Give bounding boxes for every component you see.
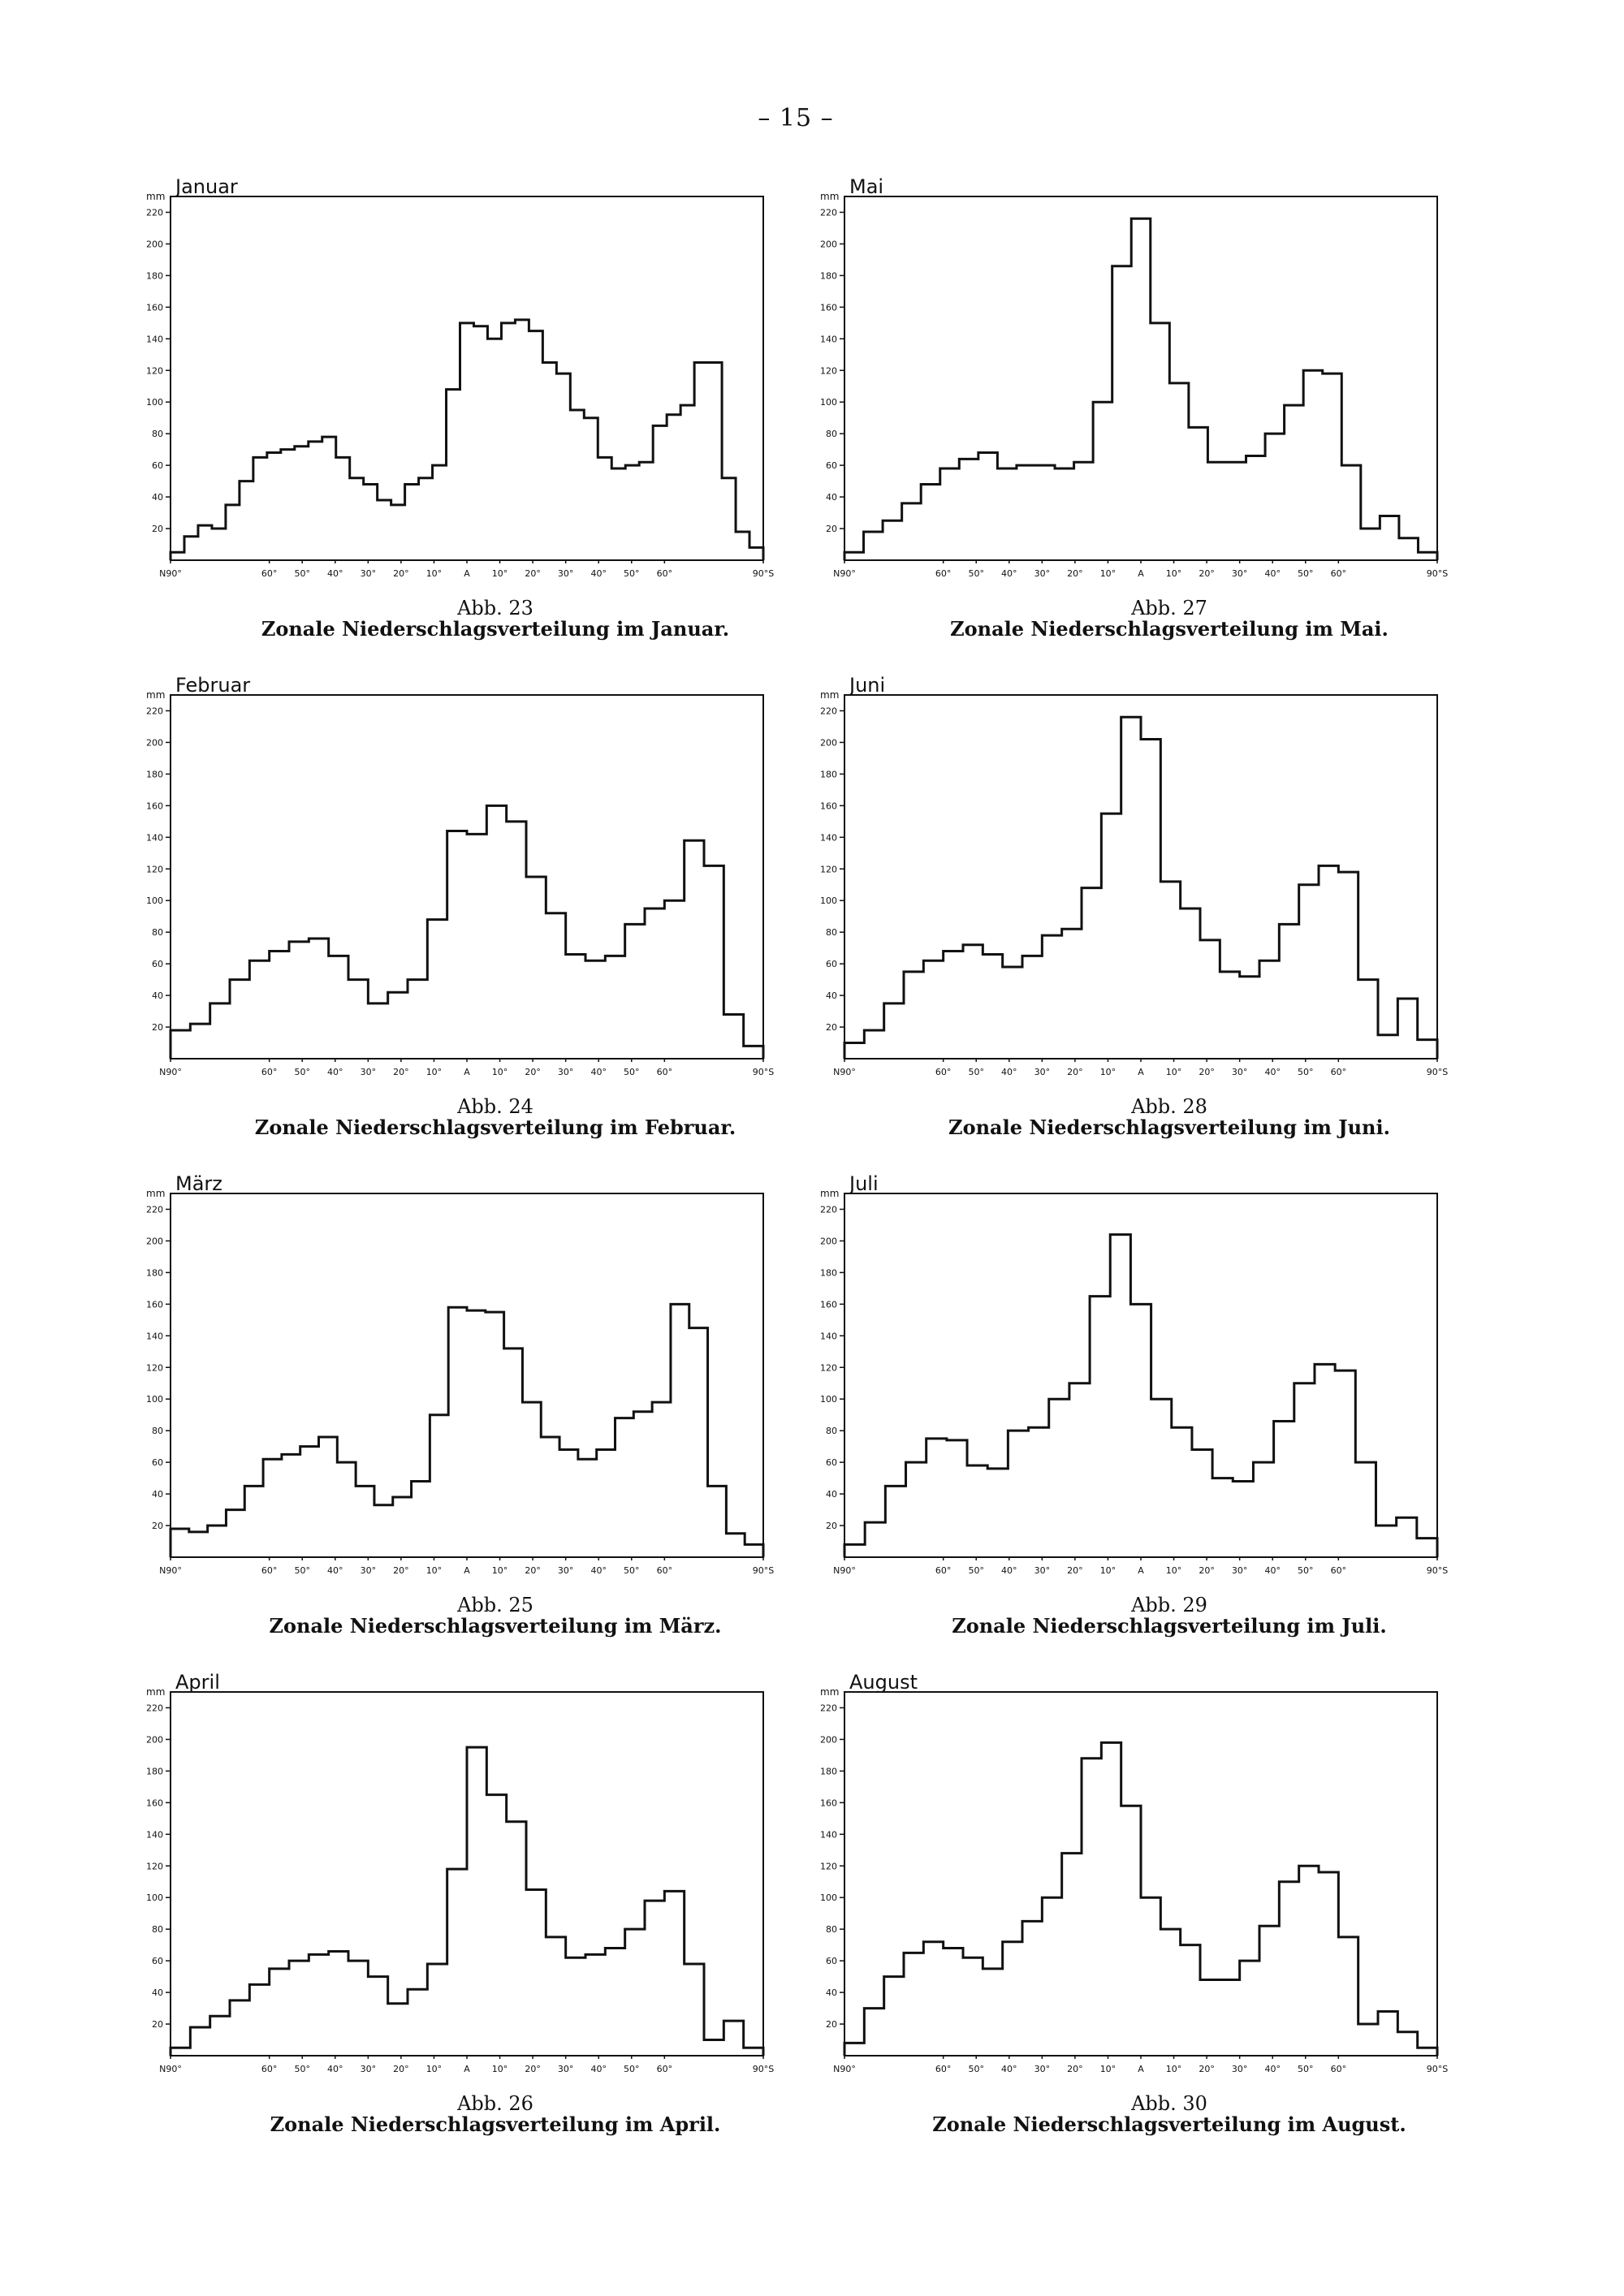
y-tick-label: 220 [146, 1204, 163, 1215]
x-tick-label: 40° [590, 2064, 607, 2074]
y-tick-label: 220 [146, 207, 163, 218]
x-tick-label: 40° [327, 1565, 343, 1576]
x-tick-label: 40° [1001, 1565, 1017, 1576]
x-tick-label: 40° [327, 1067, 343, 1077]
y-tick-label: 60 [826, 1457, 837, 1469]
x-tick-label: 60° [935, 2064, 952, 2074]
figure-number: Abb. 25 [457, 1594, 533, 1616]
figure-number: Abb. 29 [1131, 1594, 1207, 1616]
y-tick-label: 100 [146, 397, 163, 408]
x-tick-label: 90°S [1426, 2064, 1449, 2074]
y-tick-label: 80 [152, 927, 163, 939]
y-tick-label: 180 [146, 270, 163, 282]
y-tick-label: 100 [146, 1394, 163, 1405]
x-tick-label: 90°S [752, 1565, 775, 1576]
y-tick-label: 20 [152, 1022, 163, 1034]
x-tick-label: 10° [1165, 2064, 1182, 2074]
x-tick-label: 20° [1067, 568, 1083, 579]
y-tick-label: 20 [152, 524, 163, 535]
y-tick-label: 180 [146, 1766, 163, 1777]
y-tick-label: 60 [152, 1457, 163, 1469]
y-tick-label: 120 [146, 365, 163, 377]
x-tick-label: 30° [1034, 568, 1051, 579]
x-tick-label: A [464, 1565, 470, 1576]
caption-maerz [146, 1595, 844, 1637]
figure-caption: Zonale Niederschlagsverteilung im Februar. [254, 1116, 736, 1139]
x-tick-label: 10° [491, 2064, 508, 2074]
x-tick-label: 10° [491, 568, 508, 579]
y-tick-label: 220 [820, 1703, 837, 1714]
y-tick-label: 40 [152, 492, 163, 503]
x-tick-label: 90°S [1426, 1565, 1449, 1576]
caption-august [820, 2093, 1518, 2135]
y-tick-label: 200 [146, 737, 163, 749]
y-tick-label: 200 [146, 1236, 163, 1247]
x-tick-label: 60° [1330, 1565, 1347, 1576]
x-tick-label: 50° [1298, 2064, 1314, 2074]
x-tick-label: 30° [1231, 1067, 1248, 1077]
x-tick-label: N90° [159, 2064, 182, 2074]
chart-panel-maerz [146, 1174, 909, 1694]
chart-februar [146, 675, 909, 1090]
x-tick-label: A [1138, 1067, 1144, 1077]
caption-juli [820, 1595, 1518, 1637]
y-tick-label: 100 [820, 896, 837, 907]
chart-title: Mai [849, 175, 884, 198]
caption-februar [146, 1096, 844, 1138]
y-tick-label: 180 [820, 270, 837, 282]
x-tick-label: 20° [1199, 568, 1215, 579]
x-tick-label: 10° [425, 1067, 443, 1077]
x-tick-label: A [464, 568, 470, 579]
x-tick-label: 40° [1264, 2064, 1281, 2074]
x-tick-label: 20° [525, 2064, 541, 2074]
x-tick-label: A [464, 2064, 470, 2074]
plot-frame [844, 695, 1437, 1059]
y-tick-label: 140 [820, 832, 837, 844]
chart-mai [820, 177, 1583, 591]
x-tick-label: A [1138, 568, 1144, 579]
figure-caption: Zonale Niederschlagsverteilung im Juli. [952, 1614, 1387, 1638]
y-unit-label: mm [146, 689, 166, 701]
x-tick-label: 40° [1264, 568, 1281, 579]
y-tick-label: 200 [820, 239, 837, 250]
x-tick-label: A [1138, 2064, 1144, 2074]
x-tick-label: 50° [624, 1565, 640, 1576]
y-tick-label: 200 [146, 239, 163, 250]
figure-caption: Zonale Niederschlagsverteilung im März. [269, 1614, 722, 1638]
y-tick-label: 60 [152, 460, 163, 472]
x-tick-label: 10° [1099, 568, 1116, 579]
x-tick-label: 30° [1231, 2064, 1248, 2074]
x-tick-label: 90°S [752, 1067, 775, 1077]
y-tick-label: 100 [820, 1892, 837, 1904]
y-tick-label: 160 [146, 302, 163, 313]
plot-frame [171, 695, 763, 1059]
x-tick-label: 20° [1067, 2064, 1083, 2074]
x-tick-label: N90° [833, 2064, 856, 2074]
x-tick-label: 30° [360, 1565, 377, 1576]
y-tick-label: 80 [826, 429, 837, 440]
chart-title: März [175, 1172, 222, 1195]
y-tick-label: 140 [146, 1331, 163, 1342]
x-tick-label: 20° [1067, 1067, 1083, 1077]
chart-title: Januar [175, 175, 238, 198]
y-tick-label: 140 [820, 334, 837, 345]
figure-caption: Zonale Niederschlagsverteilung im Juni. [948, 1116, 1390, 1139]
x-tick-label: 10° [1099, 1067, 1116, 1077]
y-tick-label: 220 [820, 706, 837, 717]
chart-title: April [175, 1671, 220, 1694]
x-tick-label: 10° [425, 568, 443, 579]
figure-caption: Zonale Niederschlagsverteilung im August. [932, 2113, 1406, 2136]
y-tick-label: 200 [820, 737, 837, 749]
y-tick-label: 40 [826, 492, 837, 503]
x-tick-label: 60° [261, 1067, 278, 1077]
plot-frame [171, 1193, 763, 1557]
precipitation-series [844, 1235, 1437, 1557]
y-tick-label: 220 [146, 1703, 163, 1714]
caption-april [146, 2093, 844, 2135]
y-unit-label: mm [146, 191, 166, 202]
y-tick-label: 40 [826, 990, 837, 1002]
chart-panel-april [146, 1672, 909, 2192]
y-tick-label: 140 [146, 832, 163, 844]
figure-number: Abb. 23 [457, 597, 533, 619]
y-unit-label: mm [146, 1686, 166, 1698]
y-tick-label: 160 [820, 1299, 837, 1310]
x-tick-label: 40° [1264, 1565, 1281, 1576]
y-tick-label: 160 [146, 1798, 163, 1809]
y-tick-label: 40 [826, 1489, 837, 1500]
x-tick-label: 30° [557, 2064, 574, 2074]
y-tick-label: 160 [820, 302, 837, 313]
y-tick-label: 20 [826, 1521, 837, 1532]
y-tick-label: 80 [826, 1924, 837, 1936]
plot-frame [844, 196, 1437, 560]
y-tick-label: 120 [820, 1362, 837, 1374]
chart-panel-februar [146, 675, 909, 1195]
y-tick-label: 200 [820, 1236, 837, 1247]
x-tick-label: 40° [327, 2064, 343, 2074]
x-tick-label: N90° [159, 1565, 182, 1576]
y-tick-label: 140 [146, 1829, 163, 1841]
chart-panel-juni [820, 675, 1583, 1195]
x-tick-label: 60° [1330, 1067, 1347, 1077]
x-tick-label: 60° [656, 2064, 673, 2074]
x-tick-label: 20° [393, 1565, 409, 1576]
y-tick-label: 60 [826, 1956, 837, 1967]
chart-januar [146, 177, 909, 591]
y-tick-label: 20 [826, 1022, 837, 1034]
x-tick-label: 10° [491, 1565, 508, 1576]
page-number: – 15 – [758, 104, 834, 132]
x-tick-label: A [1138, 1565, 1144, 1576]
x-tick-label: 40° [590, 1565, 607, 1576]
figure-caption: Zonale Niederschlagsverteilung im Januar. [261, 617, 730, 641]
x-tick-label: 10° [491, 1067, 508, 1077]
x-tick-label: 20° [1199, 1067, 1215, 1077]
x-tick-label: 50° [968, 1565, 984, 1576]
figure-caption: Zonale Niederschlagsverteilung im Mai. [950, 617, 1389, 641]
x-tick-label: 50° [624, 1067, 640, 1077]
x-tick-label: 60° [935, 568, 952, 579]
y-tick-label: 160 [820, 1798, 837, 1809]
x-tick-label: 40° [327, 568, 343, 579]
y-tick-label: 100 [820, 1394, 837, 1405]
caption-januar [146, 598, 844, 640]
x-tick-label: 60° [261, 568, 278, 579]
y-tick-label: 40 [826, 1987, 837, 1999]
chart-title: Juli [849, 1172, 879, 1195]
x-tick-label: 50° [1298, 1067, 1314, 1077]
y-tick-label: 80 [152, 1924, 163, 1936]
x-tick-label: 60° [261, 1565, 278, 1576]
y-tick-label: 80 [152, 1426, 163, 1437]
x-tick-label: 50° [294, 568, 310, 579]
x-tick-label: 20° [1199, 2064, 1215, 2074]
x-tick-label: 10° [1165, 1067, 1182, 1077]
y-tick-label: 100 [146, 1892, 163, 1904]
y-unit-label: mm [820, 1188, 840, 1199]
y-tick-label: 160 [146, 801, 163, 812]
y-tick-label: 160 [146, 1299, 163, 1310]
x-tick-label: 30° [1034, 1067, 1051, 1077]
x-tick-label: 30° [360, 568, 377, 579]
y-tick-label: 120 [820, 1861, 837, 1872]
y-tick-label: 80 [152, 429, 163, 440]
x-tick-label: 10° [1165, 1565, 1182, 1576]
x-tick-label: 10° [425, 2064, 443, 2074]
chart-title: Juni [849, 674, 886, 697]
x-tick-label: 30° [360, 2064, 377, 2074]
caption-mai [820, 598, 1518, 640]
x-tick-label: 20° [525, 568, 541, 579]
y-unit-label: mm [146, 1188, 166, 1199]
x-tick-label: 60° [656, 568, 673, 579]
y-tick-label: 180 [820, 1267, 837, 1279]
y-tick-label: 20 [152, 2019, 163, 2031]
x-tick-label: 30° [1231, 568, 1248, 579]
y-tick-label: 180 [820, 1766, 837, 1777]
x-tick-label: 30° [557, 1067, 574, 1077]
y-tick-label: 60 [826, 959, 837, 970]
x-tick-label: 40° [1264, 1067, 1281, 1077]
x-tick-label: 50° [294, 2064, 310, 2074]
x-tick-label: 10° [1165, 568, 1182, 579]
figure-number: Abb. 28 [1131, 1095, 1207, 1118]
x-tick-label: 30° [1034, 1565, 1051, 1576]
y-tick-label: 200 [146, 1734, 163, 1746]
x-tick-label: A [464, 1067, 470, 1077]
x-tick-label: 50° [1298, 568, 1314, 579]
y-tick-label: 120 [146, 1362, 163, 1374]
x-tick-label: 50° [294, 1565, 310, 1576]
chart-panel-januar [146, 177, 909, 697]
x-tick-label: 60° [935, 1067, 952, 1077]
y-tick-label: 60 [152, 1956, 163, 1967]
chart-title: Februar [175, 674, 251, 697]
x-tick-label: 20° [525, 1565, 541, 1576]
x-tick-label: 60° [656, 1067, 673, 1077]
y-tick-label: 180 [820, 769, 837, 780]
chart-april [146, 1672, 909, 2087]
x-tick-label: 40° [1001, 1067, 1017, 1077]
x-tick-label: 20° [1067, 1565, 1083, 1576]
figure-caption: Zonale Niederschlagsverteilung im April. [270, 2113, 721, 2136]
y-tick-label: 140 [820, 1829, 837, 1841]
x-tick-label: 40° [590, 1067, 607, 1077]
x-tick-label: 60° [935, 1565, 952, 1576]
x-tick-label: 50° [1298, 1565, 1314, 1576]
figure-number: Abb. 30 [1131, 2092, 1207, 2115]
precipitation-series [171, 1304, 763, 1557]
x-tick-label: 60° [1330, 2064, 1347, 2074]
y-tick-label: 180 [146, 1267, 163, 1279]
y-tick-label: 140 [146, 334, 163, 345]
figure-number: Abb. 26 [457, 2092, 533, 2115]
y-tick-label: 120 [146, 864, 163, 875]
x-tick-label: 60° [261, 2064, 278, 2074]
chart-panel-august [820, 1672, 1583, 2192]
y-tick-label: 100 [820, 397, 837, 408]
plot-frame [171, 196, 763, 560]
y-unit-label: mm [820, 689, 840, 701]
chart-panel-mai [820, 177, 1583, 697]
y-tick-label: 200 [820, 1734, 837, 1746]
precipitation-series [171, 805, 763, 1059]
y-tick-label: 20 [826, 2019, 837, 2031]
plot-frame [844, 1193, 1437, 1557]
chart-august [820, 1672, 1583, 2087]
y-tick-label: 180 [146, 769, 163, 780]
y-tick-label: 160 [820, 801, 837, 812]
y-tick-label: 40 [152, 1987, 163, 1999]
x-tick-label: N90° [833, 568, 856, 579]
y-tick-label: 120 [820, 864, 837, 875]
x-tick-label: 50° [624, 2064, 640, 2074]
x-tick-label: 20° [525, 1067, 541, 1077]
x-tick-label: 10° [425, 1565, 443, 1576]
x-tick-label: 10° [1099, 2064, 1116, 2074]
x-tick-label: 20° [1199, 1565, 1215, 1576]
x-tick-label: 90°S [752, 2064, 775, 2074]
x-tick-label: 30° [557, 568, 574, 579]
x-tick-label: 30° [1034, 2064, 1051, 2074]
chart-title: August [849, 1671, 918, 1694]
x-tick-label: 30° [360, 1067, 377, 1077]
y-tick-label: 60 [152, 959, 163, 970]
y-unit-label: mm [820, 1686, 840, 1698]
x-tick-label: 40° [1001, 568, 1017, 579]
y-tick-label: 20 [826, 524, 837, 535]
figure-number: Abb. 27 [1131, 597, 1207, 619]
precipitation-series [844, 717, 1437, 1059]
x-tick-label: 50° [294, 1067, 310, 1077]
x-tick-label: 50° [968, 2064, 984, 2074]
x-tick-label: 40° [1001, 2064, 1017, 2074]
x-tick-label: 60° [1330, 568, 1347, 579]
x-tick-label: 60° [656, 1565, 673, 1576]
x-tick-label: 20° [393, 2064, 409, 2074]
y-tick-label: 220 [820, 207, 837, 218]
y-tick-label: 60 [826, 460, 837, 472]
x-tick-label: 40° [590, 568, 607, 579]
x-tick-label: 90°S [1426, 1067, 1449, 1077]
y-tick-label: 40 [152, 990, 163, 1002]
x-tick-label: 20° [393, 568, 409, 579]
y-tick-label: 40 [152, 1489, 163, 1500]
precipitation-series [171, 1747, 763, 2056]
precipitation-series [844, 218, 1437, 560]
y-tick-label: 80 [826, 1426, 837, 1437]
x-tick-label: 50° [968, 1067, 984, 1077]
x-tick-label: 90°S [752, 568, 775, 579]
x-tick-label: 30° [1231, 1565, 1248, 1576]
caption-juni [820, 1096, 1518, 1138]
chart-juni [820, 675, 1583, 1090]
x-tick-label: N90° [833, 1067, 856, 1077]
precipitation-series [171, 320, 763, 560]
x-tick-label: N90° [159, 1067, 182, 1077]
y-unit-label: mm [820, 191, 840, 202]
chart-panel-juli [820, 1174, 1583, 1694]
y-tick-label: 120 [820, 365, 837, 377]
figure-number: Abb. 24 [457, 1095, 533, 1118]
x-tick-label: 50° [624, 568, 640, 579]
x-tick-label: 10° [1099, 1565, 1116, 1576]
x-tick-label: 30° [557, 1565, 574, 1576]
x-tick-label: N90° [833, 1565, 856, 1576]
y-tick-label: 80 [826, 927, 837, 939]
y-tick-label: 220 [146, 706, 163, 717]
precipitation-series [844, 1742, 1437, 2056]
x-tick-label: 90°S [1426, 568, 1449, 579]
y-tick-label: 120 [146, 1861, 163, 1872]
chart-maerz [146, 1174, 909, 1588]
y-tick-label: 100 [146, 896, 163, 907]
y-tick-label: 220 [820, 1204, 837, 1215]
x-tick-label: 50° [968, 568, 984, 579]
x-tick-label: N90° [159, 568, 182, 579]
y-tick-label: 140 [820, 1331, 837, 1342]
chart-juli [820, 1174, 1583, 1588]
x-tick-label: 20° [393, 1067, 409, 1077]
y-tick-label: 20 [152, 1521, 163, 1532]
